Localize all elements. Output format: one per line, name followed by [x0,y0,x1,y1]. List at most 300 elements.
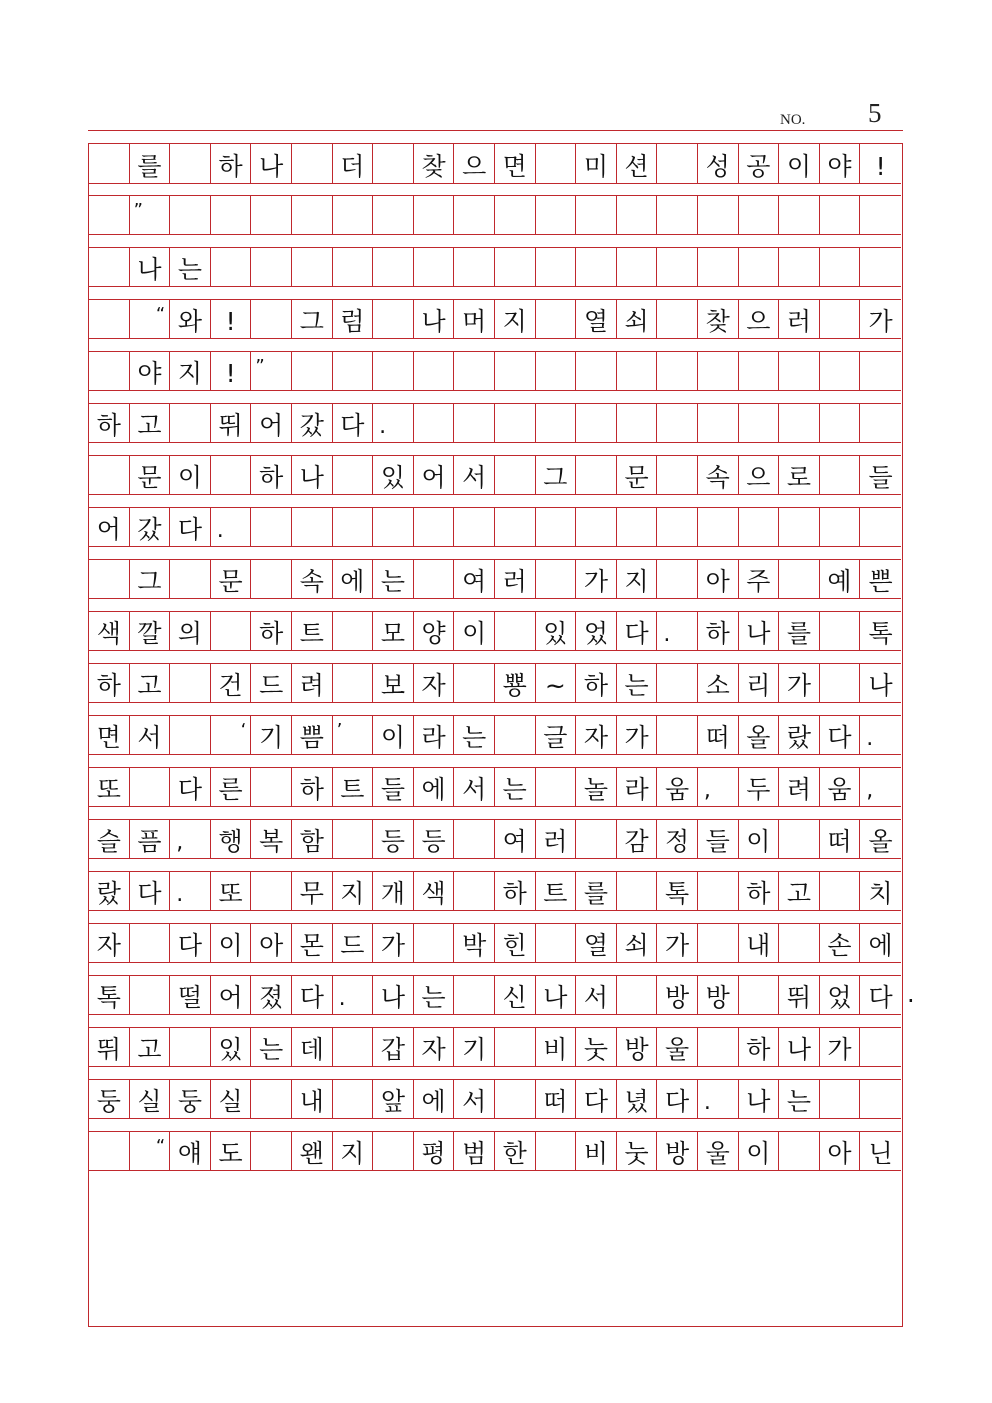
grid-cell: 기 [454,1028,495,1066]
grid-cell: 더 [333,144,374,183]
grid-cell [536,144,577,183]
grid-cell [698,404,739,442]
grid-cell [251,300,292,338]
grid-cell: 는 [779,1080,820,1118]
grid-cell [170,560,211,598]
grid-cell: 와 [170,300,211,338]
grid-cell: 션 [617,144,658,183]
grid-cell [414,508,455,546]
grid-cell: 갔 [130,508,171,546]
grid-cell [89,144,130,183]
grid-cell [779,1132,820,1170]
grid-cell: 들 [698,820,739,858]
grid-cell [89,456,130,494]
grid-cell [657,404,698,442]
grid-cell: 양 [414,612,455,650]
grid-cell: 가 [617,716,658,754]
grid-row [89,144,901,184]
grid-cell [779,404,820,442]
grid-cell [698,196,739,234]
grid-cell: “ [130,300,171,338]
grid-cell: 왠 [292,1132,333,1170]
grid-cell [414,404,455,442]
grid-cell [779,352,820,390]
grid-cell: 에 [414,1080,455,1118]
grid-cell [657,352,698,390]
grid-row [89,403,901,443]
grid-cell: 이 [211,924,252,962]
grid-cell: 범 [454,1132,495,1170]
grid-cell [251,196,292,234]
grid-cell [698,1028,739,1066]
grid-cell: 그 [130,560,171,598]
grid-cell [454,404,495,442]
grid-cell: 신 [495,976,536,1014]
grid-cell [820,1080,861,1118]
grid-cell: 나 [868,671,893,700]
grid-cell: 속 [292,560,333,598]
grid-cell: 쇠 [617,300,658,338]
grid-cell [170,144,211,183]
grid-cell [820,300,861,338]
grid-cell: 러 [536,820,577,858]
grid-cell [657,716,698,754]
grid-cell [454,508,495,546]
grid-cell: 는 [617,664,658,702]
grid-cell [779,820,820,858]
manuscript-grid [88,143,903,1327]
grid-row [89,663,901,703]
grid-cell [373,300,414,338]
grid-cell [820,612,861,650]
grid-cell [495,404,536,442]
grid-cell [414,352,455,390]
grid-cell [89,300,130,338]
grid-cell [536,300,577,338]
grid-cell: . [333,976,374,1014]
margin-period: . [907,980,915,1008]
grid-cell: 어 [251,404,292,442]
grid-cell: 이 [454,612,495,650]
grid-cell: 자 [414,1028,455,1066]
grid-row [89,767,901,807]
grid-cell [170,196,211,234]
grid-cell [373,508,414,546]
grid-cell [373,248,414,286]
grid-cell: 으 [739,456,780,494]
grid-cell [414,560,455,598]
grid-cell [454,976,495,1014]
grid-cell: 내 [292,1080,333,1118]
grid-cell [333,352,374,390]
grid-cell: 공 [739,144,780,183]
grid-cell [779,248,820,286]
grid-cell: 트 [292,612,333,650]
grid-cell [657,456,698,494]
grid-cell: 비 [576,1132,617,1170]
grid-cell [454,664,495,702]
grid-cell: 에 [868,931,893,960]
grid-cell [251,508,292,546]
grid-cell [130,976,171,1014]
grid-cell: 하 [89,664,130,702]
grid-cell: 비 [536,1028,577,1066]
grid-cell: 하 [739,1028,780,1066]
grid-cell: 미 [576,144,617,183]
grid-cell: 지 [495,300,536,338]
grid-cell [414,924,455,962]
grid-cell [251,248,292,286]
grid-cell: 눗 [576,1028,617,1066]
grid-cell [251,872,292,910]
grid-cell [739,508,780,546]
grid-cell: 지 [333,872,374,910]
grid-cell [576,820,617,858]
grid-cell: 하 [576,664,617,702]
grid-cell: 쇠 [617,924,658,962]
grid-cell: 쁨 [292,716,333,754]
grid-cell: 었 [576,612,617,650]
grid-cell: 가 [868,307,893,336]
grid-cell: ” [130,196,171,234]
grid-cell: 다 [170,768,211,806]
grid-cell: 아 [698,560,739,598]
grid-cell [333,1028,374,1066]
grid-cell [333,1080,374,1118]
grid-cell: 려 [292,664,333,702]
grid-cell: 하 [739,872,780,910]
grid-cell: 나 [536,976,577,1014]
grid-cell: 방 [657,976,698,1014]
grid-cell: 들 [868,463,893,492]
grid-cell [657,508,698,546]
grid-cell: 다 [292,976,333,1014]
grid-cell [170,664,211,702]
grid-cell: 다 [130,872,171,910]
grid-cell: 서 [576,976,617,1014]
grid-cell [414,248,455,286]
grid-cell: 쁜 [868,567,893,596]
grid-cell: 나 [739,612,780,650]
grid-cell [820,352,861,390]
grid-cell: 깔 [130,612,171,650]
grid-cell [251,1080,292,1118]
grid-cell: 는 [454,716,495,754]
grid-cell [373,352,414,390]
grid-cell: ’ [333,716,374,754]
grid-cell: 드 [251,664,292,702]
grid-cell: 들 [373,768,414,806]
grid-cell: 지 [333,1132,374,1170]
grid-cell [860,1028,901,1066]
grid-cell: 가 [779,664,820,702]
grid-cell: 랐 [89,872,130,910]
grid-cell: 라 [617,768,658,806]
grid-cell: 다 [868,983,893,1012]
grid-cell: 뿅 [495,664,536,702]
grid-cell: 닌 [868,1139,893,1168]
grid-cell: 여 [454,560,495,598]
grid-cell [820,872,861,910]
grid-row [89,975,901,1015]
grid-cell: ! [211,300,252,338]
grid-cell: 서 [454,456,495,494]
grid-cell [536,560,577,598]
grid-cell: 가 [657,924,698,962]
grid-cell: 또 [211,872,252,910]
grid-cell: 뛰 [779,976,820,1014]
grid-cell [820,196,861,234]
grid-cell: 나 [292,456,333,494]
grid-cell [698,508,739,546]
grid-cell: 도 [211,1132,252,1170]
grid-cell [89,248,130,286]
grid-cell [536,352,577,390]
grid-cell [536,508,577,546]
grid-cell: 이 [170,456,211,494]
grid-cell: 둥 [170,1080,211,1118]
grid-cell: 서 [454,768,495,806]
grid-cell: 치 [868,879,893,908]
grid-cell: 는 [170,248,211,286]
grid-row [89,559,901,599]
grid-cell [536,248,577,286]
grid-cell: 있 [373,456,414,494]
grid-cell: 힌 [495,924,536,962]
grid-cell: 모 [373,612,414,650]
grid-cell: 움 [820,768,861,806]
grid-cell [779,924,820,962]
grid-cell [333,612,374,650]
grid-cell [617,352,658,390]
grid-cell: 그 [536,456,577,494]
grid-cell: 다 [820,716,861,754]
grid-cell: 주 [739,560,780,598]
grid-cell: 예 [820,560,861,598]
grid-cell: . [211,508,252,546]
grid-cell [170,404,211,442]
page-number [780,98,904,130]
grid-cell [820,508,861,546]
grid-cell: 야 [130,352,171,390]
grid-cell [860,248,901,286]
grid-cell: 문 [617,456,658,494]
grid-cell [292,196,333,234]
grid-cell: 다 [576,1080,617,1118]
grid-cell [536,404,577,442]
grid-cell [251,1132,292,1170]
grid-cell: 행 [211,820,252,858]
grid-cell [130,768,171,806]
grid-cell: 박 [454,924,495,962]
grid-cell: 어 [89,508,130,546]
grid-cell [739,404,780,442]
grid-cell [333,508,374,546]
grid-cell: 나 [414,300,455,338]
grid-row [89,611,901,651]
grid-cell: ! [211,352,252,390]
grid-cell: . [698,1080,739,1118]
grid-cell [820,664,861,702]
grid-cell: 트 [333,768,374,806]
grid-cell: 를 [130,144,171,183]
grid-cell [292,144,333,183]
grid-cell: 하 [211,144,252,183]
grid-cell: 등 [414,820,455,858]
grid-cell: 울 [698,1132,739,1170]
grid-cell: 드 [333,924,374,962]
grid-cell: 럼 [333,300,374,338]
grid-cell: 이 [373,716,414,754]
grid-row [89,819,901,859]
grid-cell: 랐 [779,716,820,754]
grid-cell [454,820,495,858]
grid-cell [860,196,901,234]
grid-cell: , [698,768,739,806]
grid-cell: 또 [89,768,130,806]
grid-cell: , [866,777,874,803]
grid-cell: 보 [373,664,414,702]
grid-cell [576,352,617,390]
grid-cell [576,456,617,494]
grid-cell [820,404,861,442]
grid-cell: 의 [170,612,211,650]
grid-cell: 이 [739,1132,780,1170]
grid-cell: 면 [495,144,536,183]
grid-cell: 나 [739,1080,780,1118]
grid-cell [617,248,658,286]
grid-cell: 여 [495,820,536,858]
grid-cell [576,196,617,234]
grid-cell: 고 [130,1028,171,1066]
grid-cell: 떠 [536,1080,577,1118]
grid-cell [536,196,577,234]
grid-cell [739,196,780,234]
grid-cell: . [373,404,414,442]
grid-cell: 톡 [89,976,130,1014]
grid-cell: 는 [414,976,455,1014]
grid-cell: 나 [130,248,171,286]
grid-cell [495,1028,536,1066]
grid-cell [89,196,130,234]
grid-cell [739,352,780,390]
grid-cell: 톡 [868,619,893,648]
grid-cell [617,872,658,910]
grid-cell: 어 [414,456,455,494]
grid-cell: 개 [373,872,414,910]
grid-cell [495,612,536,650]
grid-cell: 복 [251,820,292,858]
grid-cell: 실 [211,1080,252,1118]
grid-cell: 야 [820,144,861,183]
grid-cell: 정 [657,820,698,858]
grid-cell [779,508,820,546]
grid-cell [292,352,333,390]
grid-cell [698,352,739,390]
grid-row [89,1079,901,1119]
grid-cell [89,560,130,598]
grid-cell [333,456,374,494]
grid-cell: 에 [414,768,455,806]
grid-cell [617,508,658,546]
grid-cell: 슬 [89,820,130,858]
grid-cell: 이 [739,820,780,858]
grid-cell: 으 [454,144,495,183]
grid-cell [657,196,698,234]
grid-cell: 기 [251,716,292,754]
grid-cell [495,248,536,286]
grid-cell [333,664,374,702]
grid-cell [495,352,536,390]
grid-cell: 가 [820,1028,861,1066]
grid-cell [739,248,780,286]
grid-cell: 에 [333,560,374,598]
grid-cell [617,976,658,1014]
grid-cell [373,196,414,234]
grid-cell: 찾 [414,144,455,183]
grid-cell [333,248,374,286]
grid-cell: 른 [211,768,252,806]
grid-cell [170,716,211,754]
grid-cell: 방 [698,976,739,1014]
grid-cell [536,768,577,806]
grid-cell: 리 [739,664,780,702]
grid-cell [495,456,536,494]
grid-cell [820,456,861,494]
grid-cell [454,196,495,234]
grid-row [89,1027,901,1067]
grid-cell: . [866,725,874,751]
grid-cell [495,716,536,754]
grid-cell: 다 [333,404,374,442]
grid-row [89,455,901,495]
grid-cell [536,1132,577,1170]
grid-cell: 눗 [617,1132,658,1170]
grid-cell: 열 [576,300,617,338]
grid-cell [211,196,252,234]
grid-cell: 속 [698,456,739,494]
grid-cell: 갑 [373,1028,414,1066]
grid-row [89,351,901,391]
grid-cell: “ [130,1132,171,1170]
grid-cell: 라 [414,716,455,754]
grid-cell: ‘ [211,716,252,754]
grid-cell: 나 [779,1028,820,1066]
grid-cell [454,248,495,286]
grid-cell: 하 [698,612,739,650]
grid-cell: 졌 [251,976,292,1014]
grid-cell: 하 [251,612,292,650]
grid-cell [495,508,536,546]
grid-cell: 열 [576,924,617,962]
grid-cell: 다 [657,1080,698,1118]
grid-cell: 방 [617,1028,658,1066]
grid-cell [657,248,698,286]
grid-cell [454,872,495,910]
grid-cell: 떠 [820,820,861,858]
grid-cell [657,144,698,183]
grid-cell: 지 [617,560,658,598]
header-divider [88,130,903,131]
grid-cell [820,248,861,286]
grid-row [89,299,901,339]
grid-cell [576,404,617,442]
grid-row [89,247,901,287]
grid-row [89,923,901,963]
grid-cell: 자 [576,716,617,754]
grid-cell: 한 [495,1132,536,1170]
grid-row [89,507,901,547]
